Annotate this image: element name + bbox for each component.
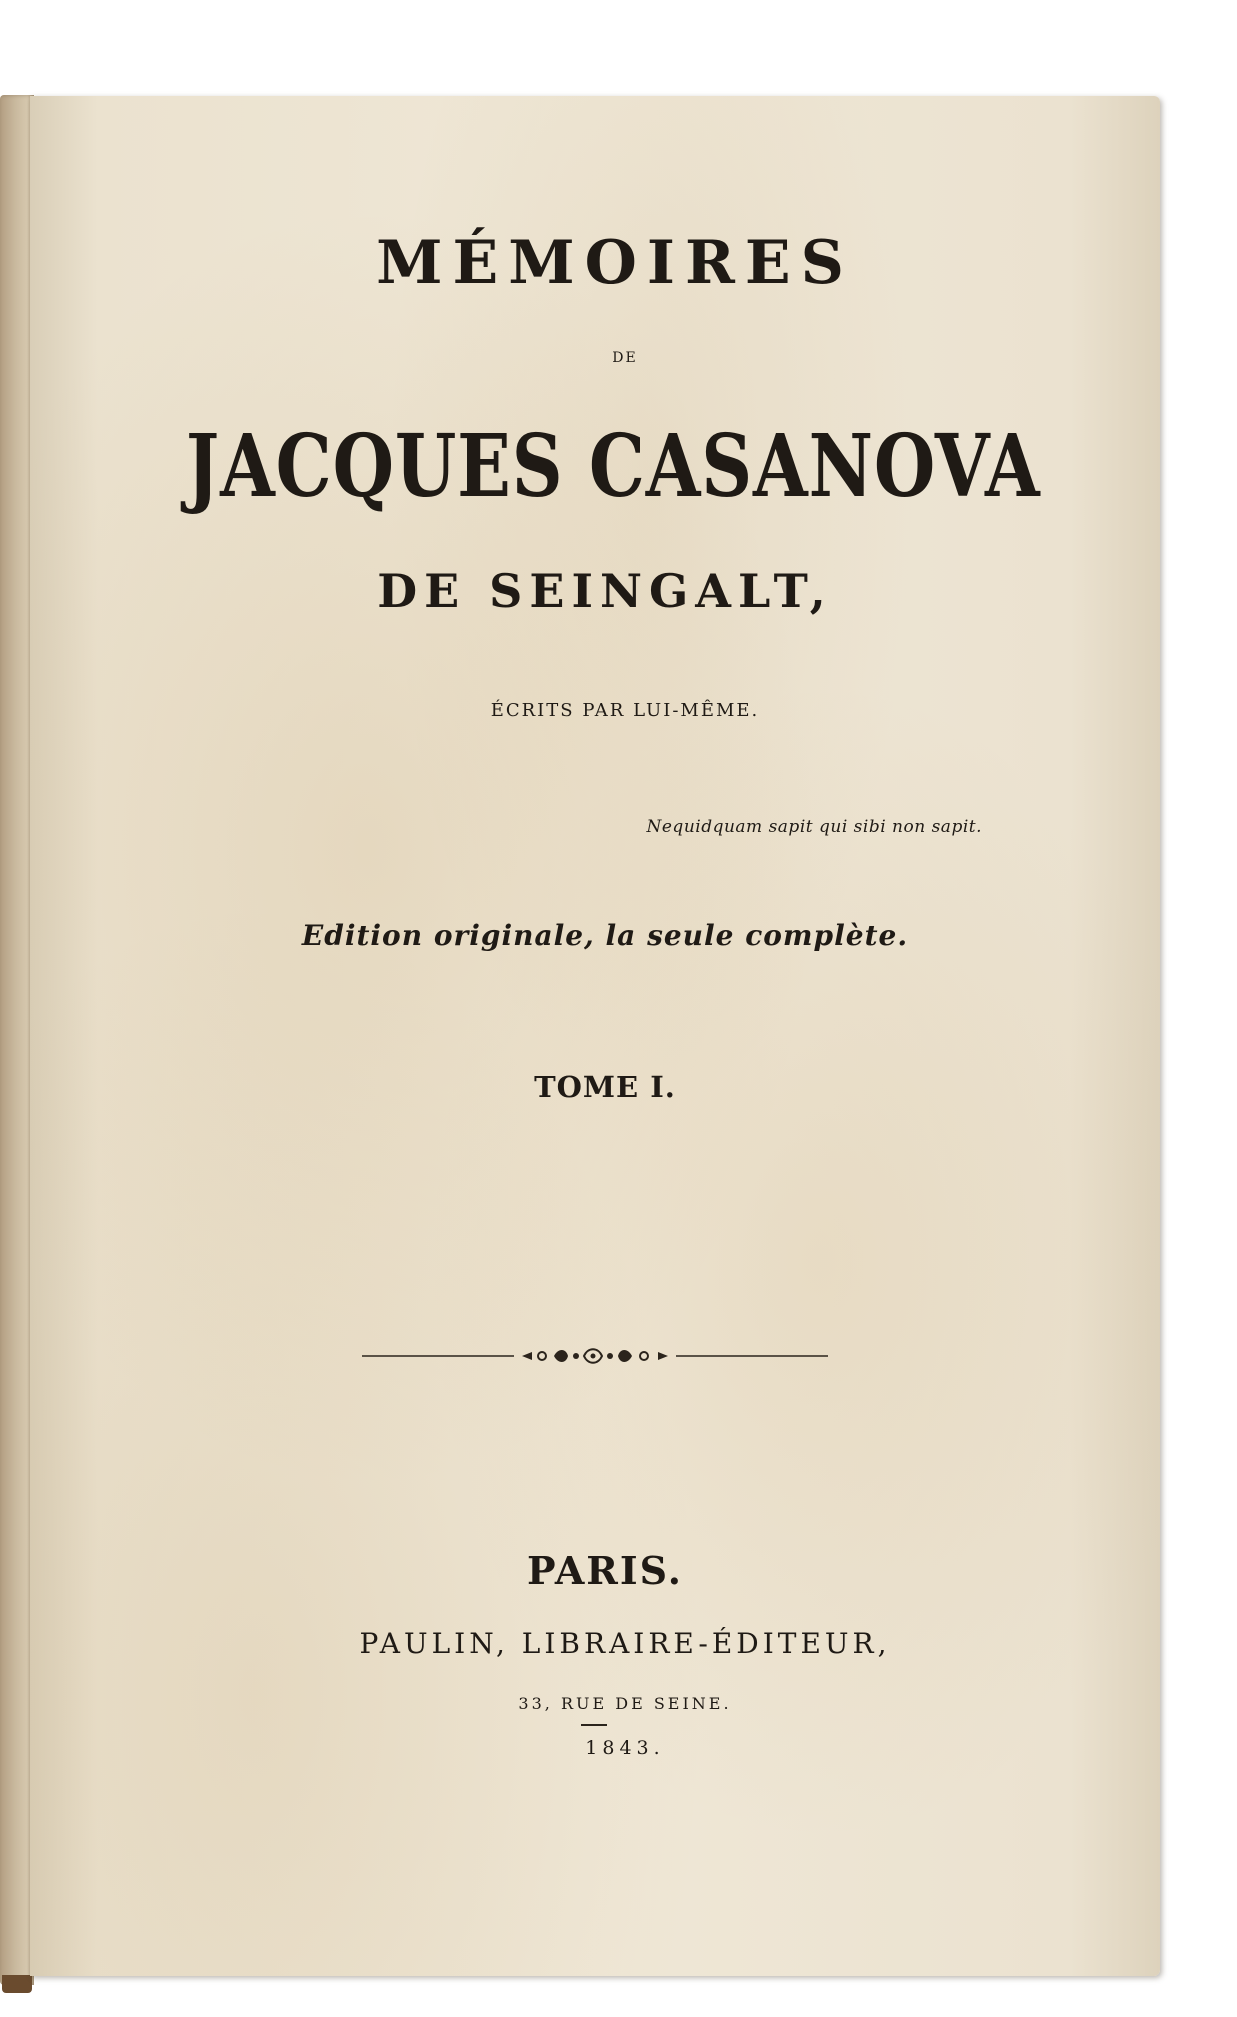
volume-number: TOME I. <box>534 1070 676 1104</box>
imprint-year: 1843. <box>585 1737 665 1759</box>
book-spine <box>0 95 34 1985</box>
ornament-divider-icon <box>362 1344 828 1368</box>
imprint-rule <box>581 1724 607 1726</box>
author-name: JACQUES CASANOVA <box>185 416 1041 517</box>
subtitle: ÉCRITS PAR LUI-MÊME. <box>490 700 760 721</box>
epigraph: Nequidquam sapit qui sibi non sapit. <box>646 817 982 837</box>
title-page <box>30 96 1160 1976</box>
author-suffix: DE SEINGALT, <box>377 564 833 618</box>
title-particle: DE <box>612 350 638 366</box>
imprint-city: PARIS. <box>527 1548 683 1593</box>
edition-note: Edition originale, la seule complète. <box>301 919 909 952</box>
book-title: MÉMOIRES <box>376 228 854 298</box>
imprint-address: 33, RUE DE SEINE. <box>518 1694 732 1713</box>
imprint-publisher: PAULIN, LIBRAIRE-ÉDITEUR, <box>359 1627 891 1660</box>
